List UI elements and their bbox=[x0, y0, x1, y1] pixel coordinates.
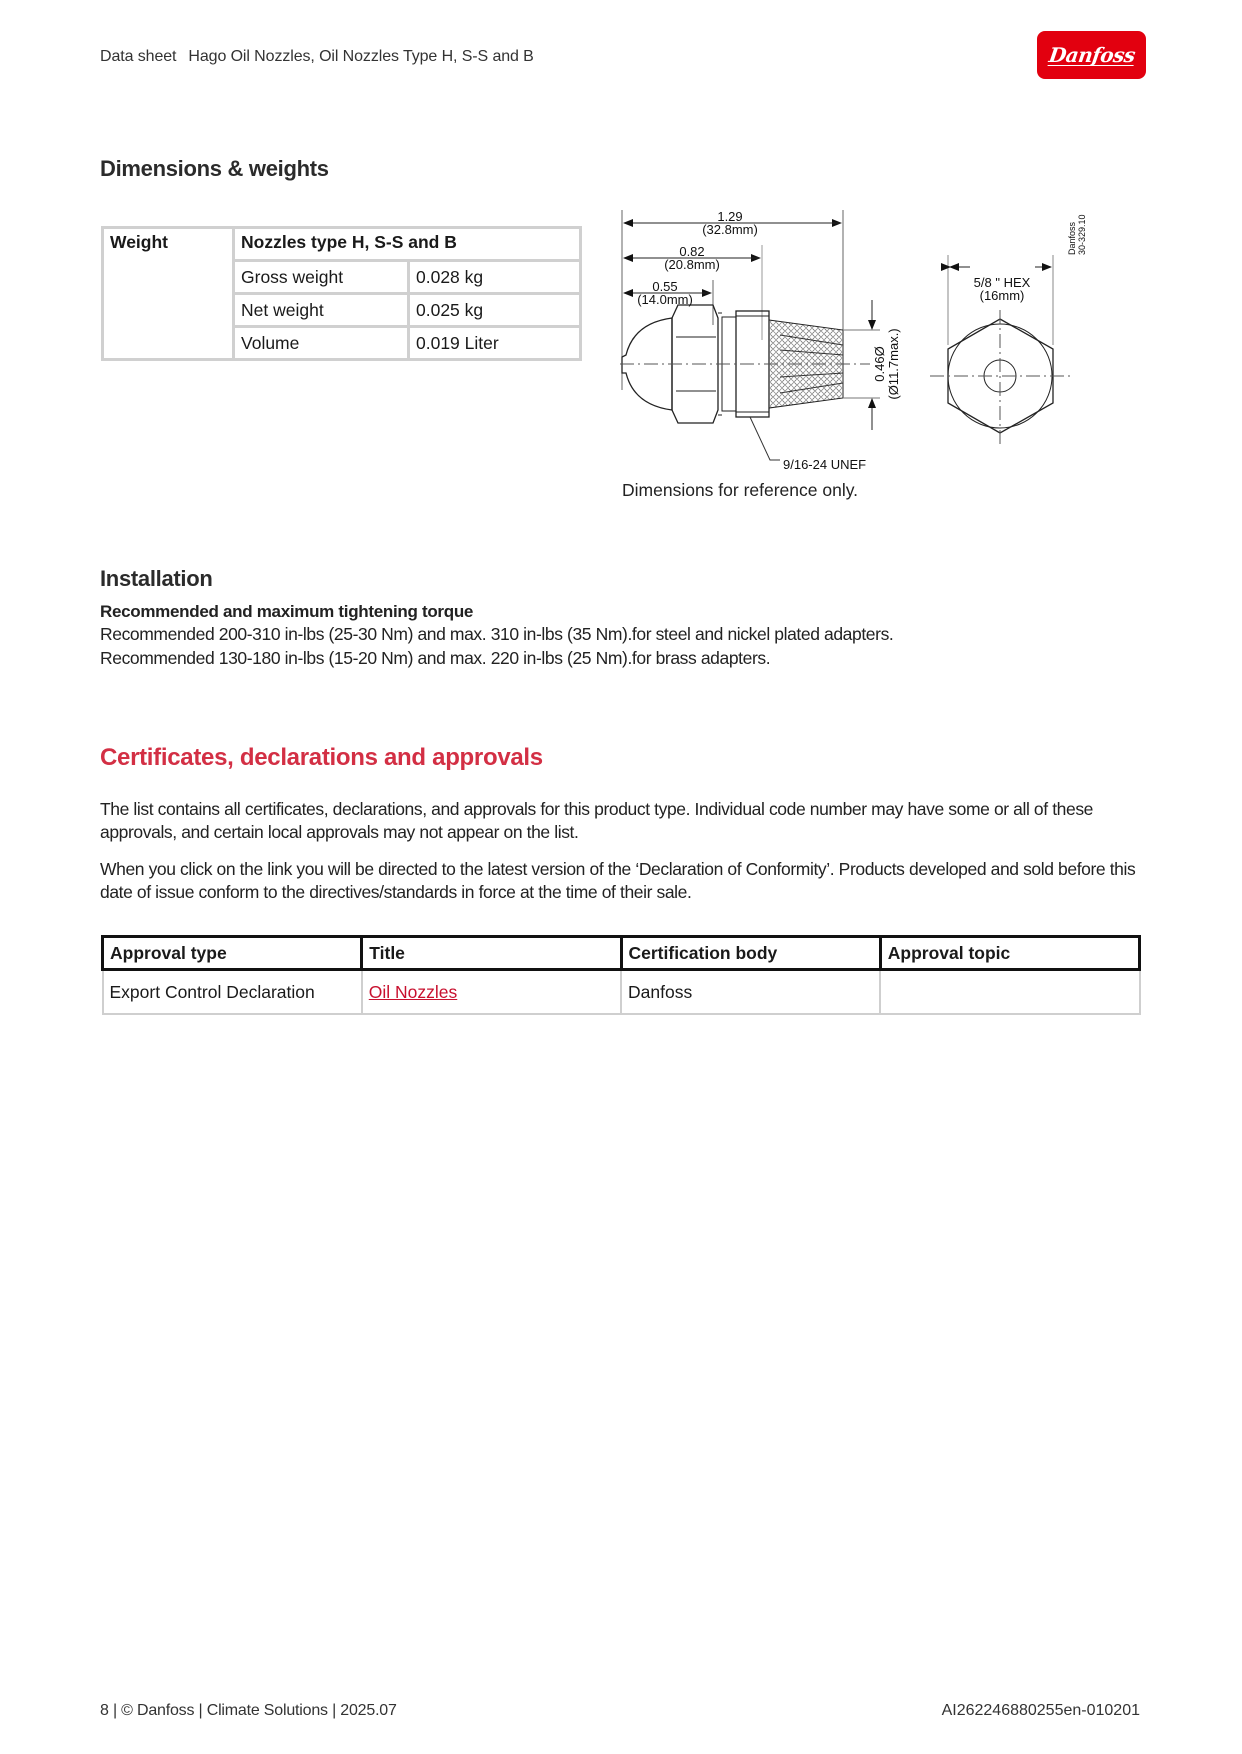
dim-thread-length: 0.82 bbox=[679, 244, 705, 259]
dim-overall-length: 1.29 bbox=[717, 209, 743, 224]
table-row bbox=[103, 970, 1140, 1015]
footer-doc-code: AI262246880255en-010201 bbox=[941, 1702, 1140, 1719]
weight-label: Gross weight bbox=[234, 261, 409, 294]
weight-value: 0.019 Liter bbox=[409, 327, 581, 360]
cell-approval-topic bbox=[880, 970, 1139, 1015]
certificates-paragraph: When you click on the link you will be directed to the latest version of the ‘Declaration of Conformity’. Products developed and sold before this date of issue conform to the directives/standards in force at the time of their sale. bbox=[100, 859, 1136, 902]
dim-hex-size-mm: (16mm) bbox=[979, 288, 1025, 303]
cell-title bbox=[362, 970, 621, 1015]
weight-value: 0.025 kg bbox=[409, 294, 581, 327]
weight-table bbox=[101, 226, 582, 361]
dim-overall-length-mm: (32.8mm) bbox=[702, 222, 758, 237]
dim-thread-length-mm: (20.8mm) bbox=[664, 257, 720, 272]
drawing-caption: Dimensions for reference only. bbox=[622, 480, 859, 500]
document-header bbox=[100, 48, 534, 66]
cell-approval-type: Export Control Declaration bbox=[103, 970, 362, 1015]
installation-title: Installation bbox=[100, 566, 213, 591]
doc-title: Hago Oil Nozzles, Oil Nozzles Type H, S-S and B bbox=[188, 48, 534, 65]
installation-line: Recommended 200-310 in-lbs (25-30 Nm) and max. 310 in-lbs (35 Nm).for steel and nickel plated adapters. bbox=[100, 624, 894, 644]
logo-text: Danfoss bbox=[1046, 42, 1137, 67]
approvals-table bbox=[101, 935, 1141, 1015]
weight-label: Net weight bbox=[234, 294, 409, 327]
cell-certification-body: Danfoss bbox=[621, 970, 880, 1015]
drawing-ref-brand: Danfoss bbox=[1067, 221, 1077, 255]
weight-label: Volume bbox=[234, 327, 409, 360]
certificates-paragraph: The list contains all certificates, declarations, and approvals for this product type. Individual code number may have some or all of these approvals, and certain local approvals may not appear on the list. bbox=[100, 799, 1093, 842]
drawing-ref-code: 30-329.10 bbox=[1077, 214, 1087, 255]
dim-filter-diameter-mm: (Ø11.7max.) bbox=[886, 328, 901, 400]
column-header-certification-body: Certification body bbox=[621, 937, 880, 970]
column-header-title: Title bbox=[362, 937, 621, 970]
oil-nozzles-link[interactable]: Oil Nozzles bbox=[368, 981, 458, 1002]
installation-line: Recommended 130-180 in-lbs (15-20 Nm) and max. 220 in-lbs (25 Nm).for brass adapters. bbox=[100, 648, 771, 668]
dimensions-section-title: Dimensions & weights bbox=[100, 156, 329, 181]
weight-group-header: Nozzles type H, S-S and B bbox=[234, 228, 581, 261]
nozzle-dimension-drawing bbox=[620, 205, 1110, 477]
weight-value: 0.028 kg bbox=[409, 261, 581, 294]
installation-subtitle: Recommended and maximum tightening torque bbox=[100, 602, 474, 621]
dim-hex-length-mm: (14.0mm) bbox=[637, 292, 693, 307]
footer-page-info: 8 | © Danfoss | Climate Solutions | 2025.07 bbox=[100, 1702, 397, 1719]
dim-hex-length: 0.55 bbox=[652, 279, 678, 294]
dim-hex-size: 5/8 " HEX bbox=[973, 275, 1031, 290]
column-header-approval-type: Approval type bbox=[103, 937, 362, 970]
column-header-approval-topic: Approval topic bbox=[880, 937, 1139, 970]
doc-type: Data sheet bbox=[100, 48, 177, 65]
weight-row-header: Weight bbox=[103, 228, 234, 360]
certificates-title: Certificates, declarations and approvals bbox=[100, 744, 543, 771]
dim-filter-diameter: 0.46Ø bbox=[872, 346, 887, 382]
danfoss-logo bbox=[1037, 31, 1146, 79]
dim-thread: 9/16-24 UNEF bbox=[783, 457, 867, 472]
